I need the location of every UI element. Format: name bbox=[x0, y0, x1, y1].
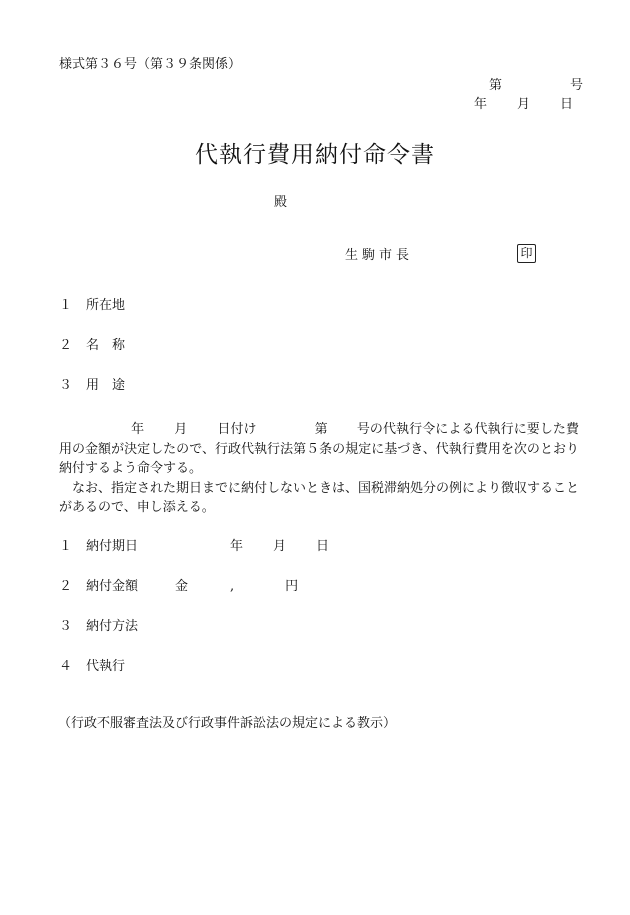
paragraph-2-text: なお、指定された期日までに納付しないときは、国税滞納処分の例により徴収することがあるので、申し添える。 bbox=[59, 480, 580, 515]
order-paragraph-2 bbox=[59, 479, 579, 518]
payment-item-execution bbox=[59, 660, 125, 673]
item-label: 納付期日 bbox=[86, 539, 139, 554]
seal-mark: 印 bbox=[517, 244, 536, 263]
amount-separator: , bbox=[230, 579, 235, 594]
item-number: ４ bbox=[59, 659, 73, 674]
item-number: ２ bbox=[59, 338, 73, 353]
order-body bbox=[59, 420, 579, 518]
property-item-use bbox=[59, 379, 125, 392]
payment-item-due-date bbox=[59, 540, 138, 553]
date-year: 年 bbox=[474, 97, 488, 112]
form-number: 様式第３６号（第３９条関係） bbox=[59, 57, 242, 72]
item-number: １ bbox=[59, 539, 73, 554]
item-label: 代執行 bbox=[86, 659, 126, 674]
item-number: ３ bbox=[59, 378, 73, 393]
order-paragraph-1 bbox=[59, 420, 579, 479]
document-date bbox=[474, 98, 573, 111]
payment-item-amount bbox=[59, 580, 138, 593]
paragraph-1-text: 号の代執行令による代執行に要した費用の金額が決定したので、行政代執行法第５条の規定に基づき、代執行費用を次のとおり納付するよう命令する。 bbox=[59, 422, 579, 476]
doc-number-prefix: 第 bbox=[489, 78, 503, 93]
due-day: 日 bbox=[316, 539, 330, 554]
addressee-suffix: 殿 bbox=[274, 195, 288, 210]
ref-no-prefix: 第 bbox=[314, 422, 328, 437]
item-number: ３ bbox=[59, 619, 73, 634]
doc-number-suffix: 号 bbox=[570, 78, 584, 93]
ref-year: 年 bbox=[131, 422, 145, 437]
document-number bbox=[489, 79, 583, 92]
property-item-location bbox=[59, 299, 125, 312]
ref-month: 月 bbox=[174, 422, 188, 437]
item-label: 納付方法 bbox=[86, 619, 139, 634]
due-month: 月 bbox=[273, 539, 287, 554]
amount-unit: 円 bbox=[285, 579, 299, 594]
item-number: ２ bbox=[59, 579, 73, 594]
item-label: 所在地 bbox=[86, 298, 126, 313]
payment-due-date bbox=[230, 540, 329, 553]
issuer-name: 生駒市長 bbox=[345, 248, 414, 263]
due-year: 年 bbox=[230, 539, 244, 554]
appeal-notice: （行政不服審査法及び行政事件訴訟法の規定による教示） bbox=[58, 716, 397, 731]
item-label: 用 途 bbox=[86, 378, 126, 393]
amount-prefix: 金 bbox=[175, 579, 189, 594]
document-title: 代執行費用納付命令書 bbox=[195, 142, 435, 168]
payment-item-method bbox=[59, 620, 138, 633]
property-item-name bbox=[59, 339, 125, 352]
item-number: １ bbox=[59, 298, 73, 313]
date-month: 月 bbox=[517, 97, 531, 112]
ref-day: 日付け bbox=[217, 422, 257, 437]
date-day: 日 bbox=[560, 97, 574, 112]
payment-amount bbox=[175, 580, 298, 593]
item-label: 名 称 bbox=[86, 338, 126, 353]
item-label: 納付金額 bbox=[86, 579, 139, 594]
